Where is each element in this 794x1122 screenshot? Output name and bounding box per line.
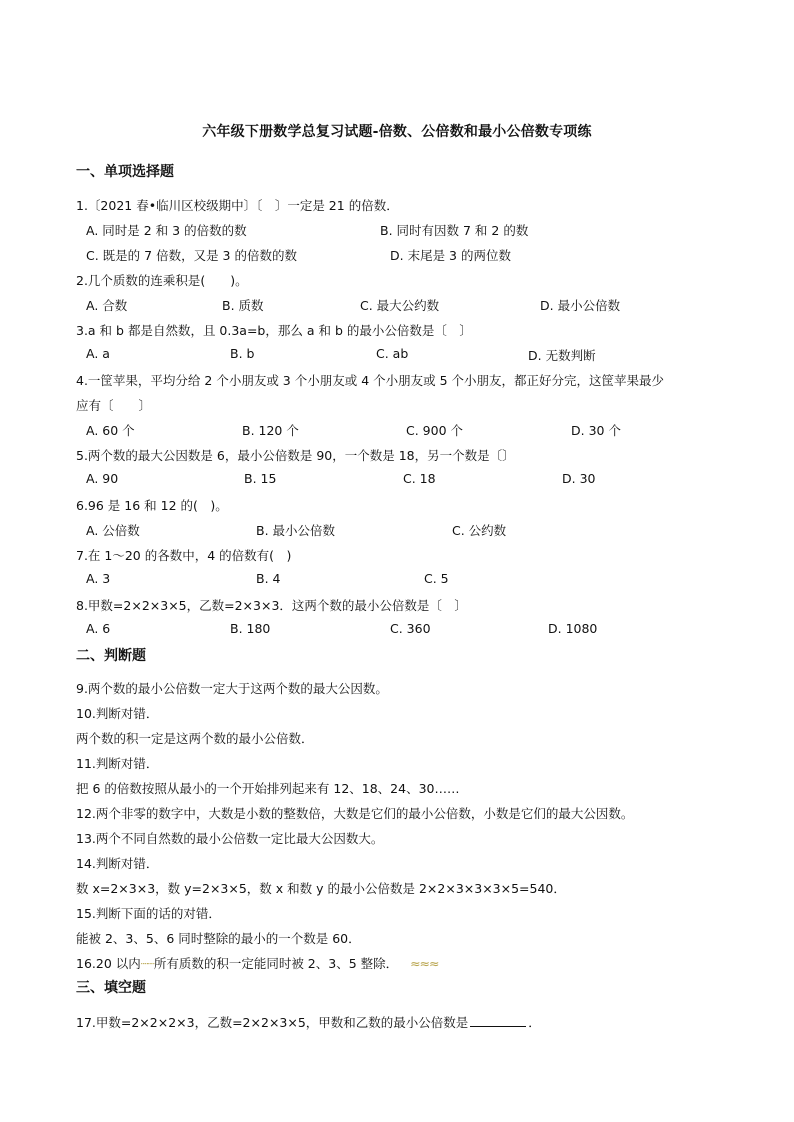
- question-4-stem-line2: 应有〔 〕: [76, 398, 152, 413]
- question-8-stem: 8.甲数=2×2×3×5，乙数=2×3×3．这两个数的最小公倍数是〔 〕: [76, 598, 467, 613]
- question-2-option-c: C. 最大公约数: [360, 298, 440, 313]
- question-7-option-c: C. 5: [424, 571, 449, 586]
- question-1-option-a: A. 同时是 2 和 3 的倍数的数: [86, 223, 247, 238]
- question-3-option-b: B. b: [230, 346, 255, 361]
- question-16-mark: ┈┈: [140, 956, 154, 971]
- question-11-stem: 11.判断对错．: [76, 756, 159, 771]
- question-5-option-b: B. 15: [244, 471, 277, 486]
- question-16: [76, 954, 438, 972]
- question-17-answer-blank[interactable]: [470, 1014, 526, 1027]
- question-9: 9.两个数的最小公倍数一定大于这两个数的最大公因数。: [76, 681, 388, 696]
- question-16-part1: 16.20 以内: [76, 956, 141, 971]
- question-1-option-d: D. 末尾是 3 的两位数: [390, 248, 511, 263]
- question-2-stem: 2.几个质数的连乘积是( )。: [76, 273, 248, 288]
- question-6-option-c: C. 公约数: [452, 523, 507, 538]
- section-heading-judge: 二、判断题: [76, 648, 146, 664]
- question-7-option-b: B. 4: [256, 571, 281, 586]
- question-4-option-c: C. 900 个: [406, 423, 464, 438]
- question-8-option-c: C. 360: [390, 621, 431, 636]
- question-8-option-b: B. 180: [230, 621, 271, 636]
- question-5-option-c: C. 18: [403, 471, 436, 486]
- page-title: 六年级下册数学总复习试题-倍数、公倍数和最小公倍数专项练: [202, 124, 592, 140]
- question-15-statement: 能被 2、3、5、6 同时整除的最小的一个数是 60．: [76, 931, 361, 946]
- question-17-end: ．: [528, 1015, 541, 1030]
- question-3-option-d: D. 无数判断: [528, 348, 596, 363]
- question-4-stem-line1: 4.一筐苹果，平均分给 2 个小朋友或 3 个小朋友或 4 个小朋友或 5 个小朋友，都正好分完，这筐苹果最少: [76, 373, 665, 388]
- question-16-part2: 所有质数的积一定能同时被 2、3、5 整除．: [153, 956, 399, 971]
- question-15-stem: 15.判断下面的话的对错．: [76, 906, 221, 921]
- question-10-stem: 10.判断对错．: [76, 706, 159, 721]
- question-11-statement: 把 6 的倍数按照从最小的一个开始排列起来有 12、18、24、30……: [76, 781, 460, 796]
- question-1-stem: 1.〔2021 春•临川区校级期中〕〔 〕一定是 21 的倍数．: [76, 198, 399, 213]
- question-4-option-a: A. 60 个: [86, 423, 135, 438]
- question-16-tail-mark: ≈≈≈: [410, 956, 439, 971]
- question-5-option-a: A. 90: [86, 471, 119, 486]
- question-8-option-d: D. 1080: [548, 621, 598, 636]
- question-13: 13.两个不同自然数的最小公倍数一定比最大公因数大。: [76, 831, 384, 846]
- question-5-stem: 5.两个数的最大公因数是 6，最小公倍数是 90，一个数是 18，另一个数是〔〕: [76, 448, 515, 463]
- question-2-option-a: A. 合数: [86, 298, 128, 313]
- question-4-option-d: D. 30 个: [571, 423, 621, 438]
- question-8-option-a: A. 6: [86, 621, 111, 636]
- question-7-stem: 7.在 1～20 的各数中，4 的倍数有( ): [76, 548, 292, 563]
- question-17-text: 17.甲数=2×2×2×3，乙数=2×2×3×5，甲数和乙数的最小公倍数是: [76, 1015, 469, 1030]
- question-14-statement: 数 x=2×3×3，数 y=2×3×5，数 x 和数 y 的最小公倍数是 2×2×3×3×3×5=540．: [76, 881, 566, 896]
- question-5-option-d: D. 30: [562, 471, 596, 486]
- question-6-option-b: B. 最小公倍数: [256, 523, 336, 538]
- question-2-option-d: D. 最小公倍数: [540, 298, 621, 313]
- question-2-option-b: B. 质数: [222, 298, 264, 313]
- question-1-option-c: C. 既是的 7 倍数，又是 3 的倍数的数: [86, 248, 297, 263]
- question-17: [76, 1013, 541, 1031]
- question-6-option-a: A. 公倍数: [86, 523, 140, 538]
- section-heading-fill: 三、填空题: [76, 980, 146, 996]
- question-3-option-c: C. ab: [376, 346, 409, 361]
- question-3-stem: 3.a 和 b 都是自然数，且 0.3a=b，那么 a 和 b 的最小公倍数是〔 〕: [76, 323, 472, 338]
- question-6-stem: 6.96 是 16 和 12 的( )。: [76, 498, 228, 513]
- question-4-option-b: B. 120 个: [242, 423, 299, 438]
- question-3-option-a: A. a: [86, 346, 110, 361]
- question-1-option-b: B. 同时有因数 7 和 2 的数: [380, 223, 529, 238]
- question-10-statement: 两个数的积一定是这两个数的最小公倍数．: [76, 731, 314, 746]
- question-12: 12.两个非零的数字中，大数是小数的整数倍，大数是它们的最小公倍数，小数是它们的最大公因数。: [76, 806, 634, 821]
- question-7-option-a: A. 3: [86, 571, 111, 586]
- question-14-stem: 14.判断对错．: [76, 856, 159, 871]
- section-heading-choice: 一、单项选择题: [76, 164, 174, 180]
